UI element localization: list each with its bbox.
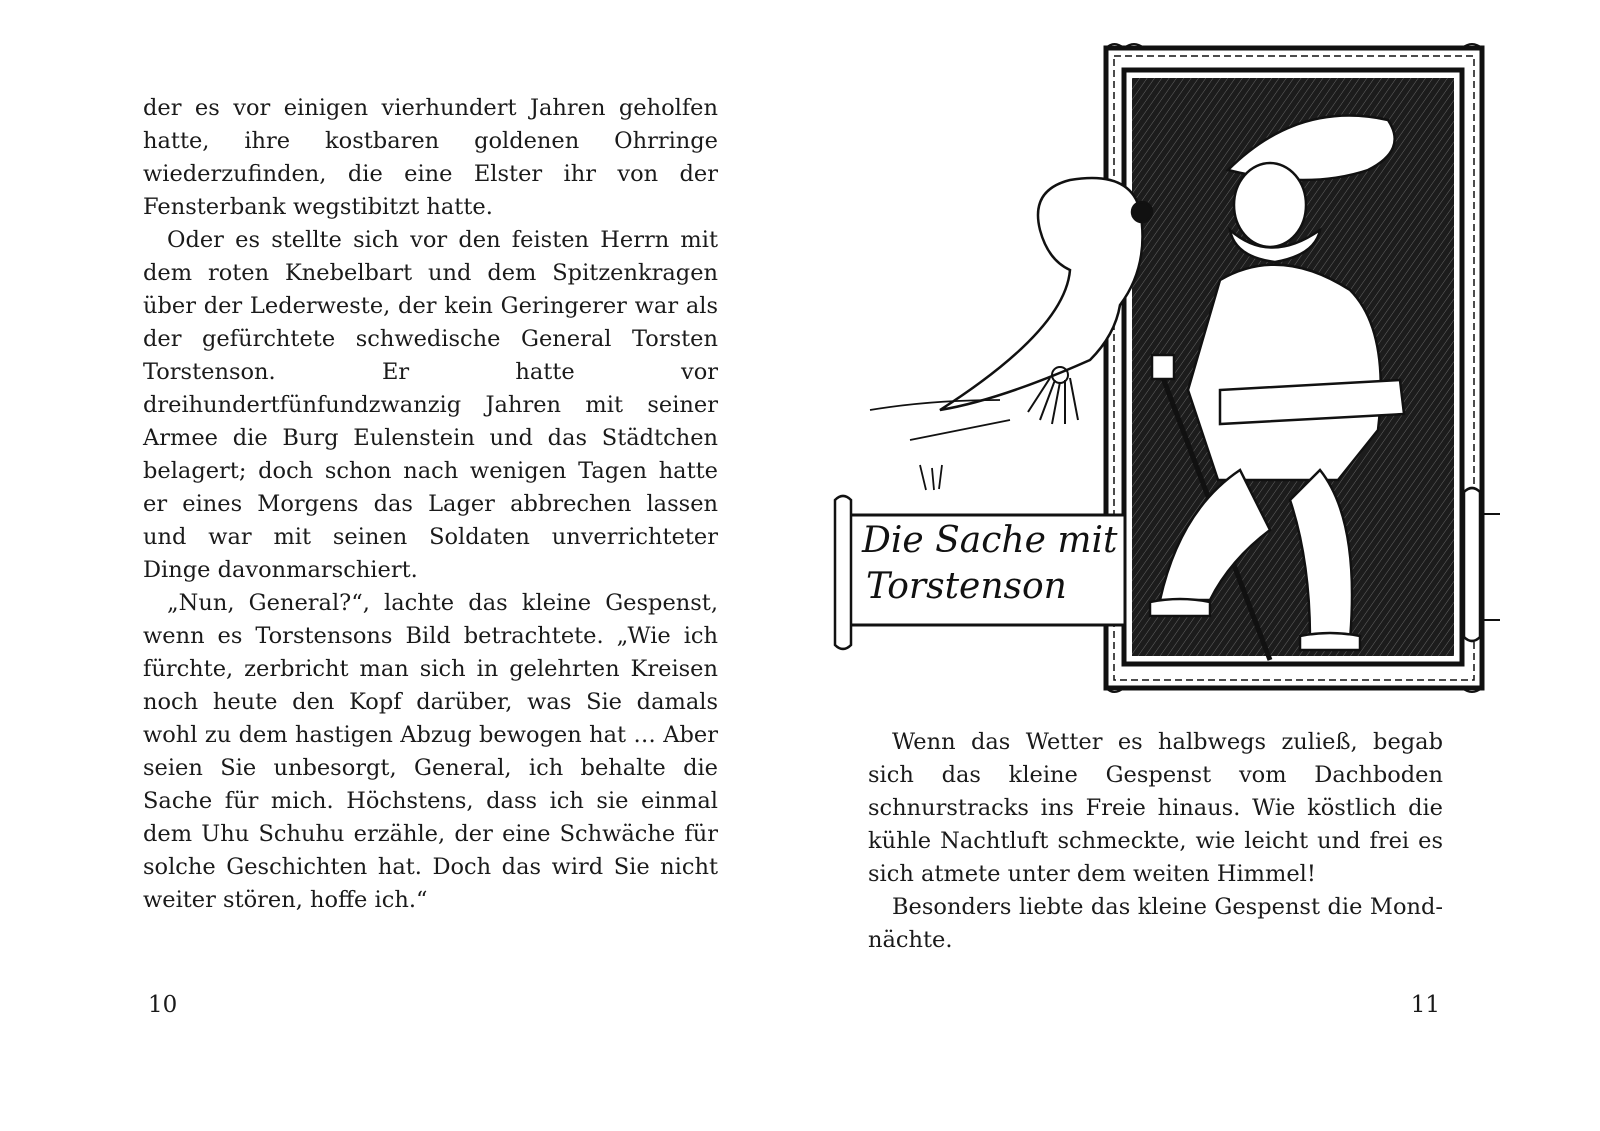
paragraph: Oder es stellte sich vor den feisten Herrn mit dem roten Knebelbart und dem Spitzenkragen über der Lederweste, der kein Geringerer war als der gefürchtete schwedische General Torsten Torstenson. Er hatte vor dreihundertfünfundzwanzig Jahren mit seiner Armee die Burg Eulenstein und das Städtchen belagert; doch schon nach wenigen Tagen hatte er eines Morgens das Lager abbrechen lassen und war mit seinen Soldaten unverrichteter Dinge davonmarschiert. — [143, 227, 718, 583]
right-page-text — [868, 726, 1443, 957]
paragraph: „Nun, General?“, lachte das kleine Gespenst, wenn es Torstensons Bild betrachtete. „Wie ich fürchte, zerbricht man sich in gelehrten Kreisen noch heute den Kopf darüber, was Sie damals wohl zu dem hastigen Abzug bewogen hat … Aber seien Sie unbesorgt, General, ich behalte die Sache für mich. Höchstens, dass ich sie einmal dem Uhu Schuhu erzähle, der eine Schwäche für solche Geschichten hat. Doch das wird Sie nicht weiter stören, hoffe ich.“ — [143, 590, 718, 913]
chapter-illustration — [800, 40, 1600, 710]
ghost-icon — [870, 178, 1152, 490]
paragraph: der es vor einigen vierhundert Jahren geholfen hatte, ihre kostbaren goldenen Ohrringe wiederzufinden, die eine Elster ihr von der Fensterbank wegstibitzt hatte. — [143, 95, 718, 220]
page-number: 11 — [1410, 992, 1440, 1018]
chapter-title-line2: Torstenson — [866, 566, 1067, 607]
chapter-title-line1: Die Sache mit — [862, 520, 1118, 561]
page-number: 10 — [148, 992, 178, 1018]
paragraph: Besonders liebte das kleine Gespenst die Mondnächte. — [868, 894, 1443, 953]
paragraph: Wenn das Wetter es halbwegs zuließ, begab sich das kleine Gespenst vom Dachboden schnurstracks ins Freie hinaus. Wie köstlich die kühle Nachtluft schmeckte, wie leicht und frei es sich atmete unter dem weiten Himmel! — [868, 729, 1443, 887]
left-page-text — [143, 92, 718, 917]
right-page — [800, 0, 1600, 1131]
